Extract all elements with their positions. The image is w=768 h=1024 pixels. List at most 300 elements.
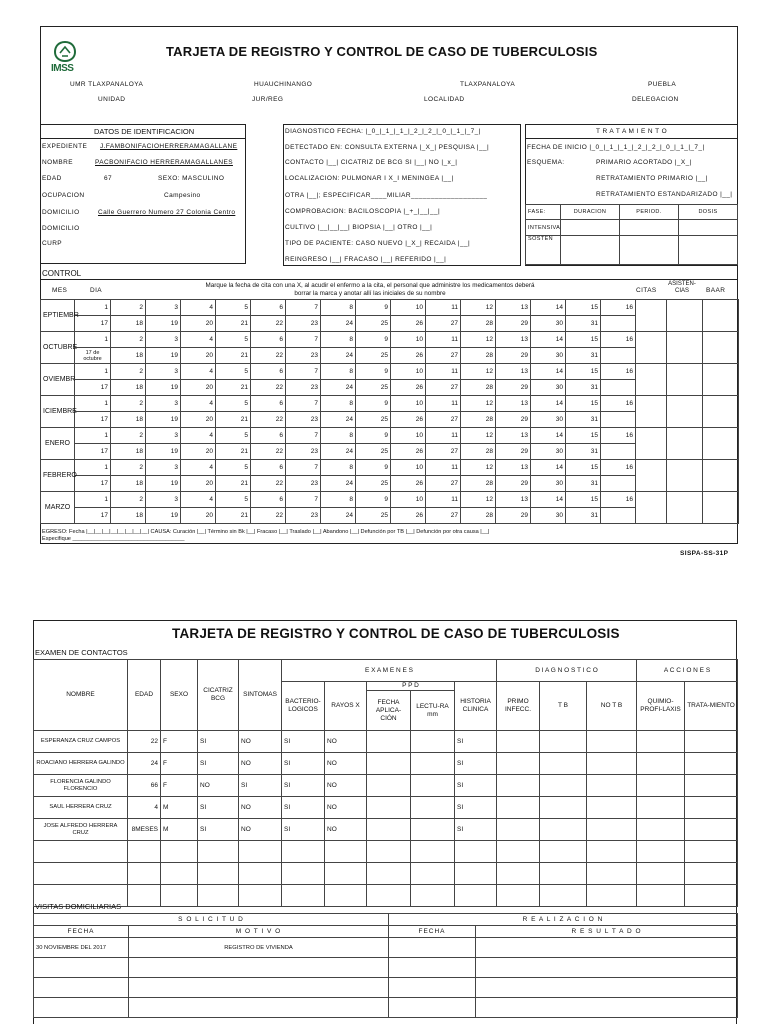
- baar-cell[interactable]: [703, 428, 739, 460]
- day-cell[interactable]: 15: [566, 460, 601, 476]
- day-cell[interactable]: 27: [426, 316, 461, 332]
- day-cell-blank[interactable]: [601, 508, 636, 524]
- day-cell[interactable]: 18: [111, 412, 146, 428]
- citas-cell[interactable]: [636, 332, 667, 364]
- contact-bacteriologicos: SI: [282, 753, 325, 775]
- day-cell[interactable]: 24: [321, 476, 356, 492]
- citas-cell[interactable]: [636, 300, 667, 332]
- month-label: ICIEMBRE: [41, 396, 75, 428]
- day-cell[interactable]: 12: [461, 396, 496, 412]
- day-cell[interactable]: 18: [111, 444, 146, 460]
- day-cell[interactable]: 21: [216, 316, 251, 332]
- day-cell[interactable]: 4: [181, 396, 216, 412]
- day-cell[interactable]: 5: [216, 332, 251, 348]
- day-cell[interactable]: 20: [181, 444, 216, 460]
- day-cell[interactable]: 1: [75, 428, 111, 444]
- baar-cell[interactable]: [703, 332, 739, 364]
- contact-sexo: F: [161, 753, 198, 775]
- day-cell[interactable]: 31: [566, 412, 601, 428]
- day-cell[interactable]: 24: [321, 508, 356, 524]
- day-cell[interactable]: 31: [566, 476, 601, 492]
- citas-cell[interactable]: [636, 428, 667, 460]
- solicitud-heading: S O L I C I T U D: [34, 914, 389, 926]
- day-cell[interactable]: 14: [531, 428, 566, 444]
- day-cell[interactable]: 7: [286, 460, 321, 476]
- day-cell[interactable]: 19: [146, 508, 181, 524]
- day-cell[interactable]: 29: [496, 316, 531, 332]
- day-cell[interactable]: 30: [531, 316, 566, 332]
- day-cell[interactable]: 15: [566, 396, 601, 412]
- day-cell[interactable]: 10: [391, 428, 426, 444]
- day-cell[interactable]: 28: [461, 444, 496, 460]
- curp-label: CURP: [42, 240, 63, 247]
- day-cell[interactable]: 19: [146, 444, 181, 460]
- day-cell[interactable]: 1: [75, 492, 111, 508]
- ocupacion-value: Campesino: [164, 192, 201, 199]
- day-cell[interactable]: 16: [601, 300, 636, 316]
- day-cell[interactable]: 1: [75, 396, 111, 412]
- day-cell[interactable]: 10: [391, 396, 426, 412]
- day-cell[interactable]: 16: [601, 460, 636, 476]
- day-cell[interactable]: 28: [461, 508, 496, 524]
- day-cell[interactable]: 13: [496, 460, 531, 476]
- day-cell[interactable]: 3: [146, 332, 181, 348]
- day-cell[interactable]: 28: [461, 380, 496, 396]
- day-cell[interactable]: 20: [181, 508, 216, 524]
- day-cell[interactable]: 22: [251, 316, 286, 332]
- day-cell[interactable]: 19: [146, 412, 181, 428]
- day-cell[interactable]: 3: [146, 428, 181, 444]
- day-cell[interactable]: 19: [146, 316, 181, 332]
- contact-bacteriologicos: SI: [282, 731, 325, 753]
- day-cell[interactable]: 4: [181, 492, 216, 508]
- day-cell[interactable]: 8: [321, 428, 356, 444]
- col-cicatriz: CICATRIZ BCG: [198, 660, 239, 731]
- day-cell[interactable]: 2: [111, 396, 146, 412]
- day-cell[interactable]: 1: [75, 332, 111, 348]
- day-cell[interactable]: 21: [216, 380, 251, 396]
- day-cell[interactable]: 15: [566, 428, 601, 444]
- day-cell[interactable]: 6: [251, 428, 286, 444]
- day-cell[interactable]: 14: [531, 492, 566, 508]
- day-cell[interactable]: 10: [391, 460, 426, 476]
- asistencias-cell[interactable]: [667, 492, 703, 524]
- citas-cell[interactable]: [636, 460, 667, 492]
- citas-cell[interactable]: [636, 396, 667, 428]
- day-cell[interactable]: 27: [426, 508, 461, 524]
- day-cell[interactable]: 11: [426, 492, 461, 508]
- day-cell[interactable]: 25: [356, 412, 391, 428]
- day-cell-blank[interactable]: [601, 476, 636, 492]
- asistencias-cell[interactable]: [667, 396, 703, 428]
- day-cell[interactable]: 4: [181, 428, 216, 444]
- day-cell[interactable]: 11: [426, 300, 461, 316]
- fase-sosten: SOSTEN: [526, 236, 561, 265]
- day-cell[interactable]: 26: [391, 348, 426, 364]
- day-cell[interactable]: 10: [391, 300, 426, 316]
- asistencias-cell[interactable]: [667, 460, 703, 492]
- day-cell[interactable]: 16: [601, 396, 636, 412]
- day-cell[interactable]: 29: [496, 476, 531, 492]
- col-tb: T B: [540, 682, 587, 731]
- day-cell-blank[interactable]: [601, 380, 636, 396]
- baar-cell[interactable]: [703, 460, 739, 492]
- citas-cell[interactable]: [636, 492, 667, 524]
- day-cell[interactable]: 6: [251, 332, 286, 348]
- contact-nombre: SAUL HERRERA CRUZ: [34, 797, 128, 819]
- col-rayos: RAYOS X: [325, 682, 367, 731]
- day-cell[interactable]: 31: [566, 316, 601, 332]
- day-cell[interactable]: 17: [75, 444, 111, 460]
- day-cell[interactable]: 1: [75, 300, 111, 316]
- day-cell[interactable]: 21: [216, 348, 251, 364]
- day-cell[interactable]: 26: [391, 380, 426, 396]
- day-cell[interactable]: 2: [111, 428, 146, 444]
- day-cell[interactable]: 30: [531, 444, 566, 460]
- day-cell[interactable]: 27: [426, 412, 461, 428]
- group-examenes: E X A M E N E S: [282, 660, 497, 682]
- day-cell-blank[interactable]: [601, 348, 636, 364]
- day-cell[interactable]: 24: [321, 412, 356, 428]
- day-cell[interactable]: 15: [566, 332, 601, 348]
- day-cell[interactable]: 14: [531, 364, 566, 380]
- day-cell[interactable]: 7: [286, 428, 321, 444]
- day-cell[interactable]: 2: [111, 492, 146, 508]
- day-cell[interactable]: 5: [216, 396, 251, 412]
- day-cell[interactable]: 31: [566, 348, 601, 364]
- day-cell[interactable]: 6: [251, 460, 286, 476]
- diag-line-7: CULTIVO |__|__|__| BIOPSIA |__| OTRO |__|: [285, 224, 433, 231]
- contact-sexo: M: [161, 819, 198, 841]
- day-cell[interactable]: 20: [181, 348, 216, 364]
- day-cell[interactable]: 21: [216, 444, 251, 460]
- day-cell[interactable]: 20: [181, 476, 216, 492]
- solicitud-motivo: M O T I V O: [129, 926, 389, 938]
- baar-cell[interactable]: [703, 364, 739, 396]
- day-cell[interactable]: 6: [251, 300, 286, 316]
- day-cell[interactable]: 27: [426, 380, 461, 396]
- day-cell[interactable]: 18: [111, 316, 146, 332]
- day-cell[interactable]: 13: [496, 300, 531, 316]
- day-cell[interactable]: 20: [181, 380, 216, 396]
- day-cell[interactable]: 26: [391, 444, 426, 460]
- edad-value: 67: [104, 175, 113, 182]
- day-cell[interactable]: 14: [531, 396, 566, 412]
- day-cell[interactable]: 7: [286, 300, 321, 316]
- contact-cicatriz: SI: [198, 753, 239, 775]
- day-cell[interactable]: 25: [356, 476, 391, 492]
- day-cell[interactable]: 22: [251, 444, 286, 460]
- asistencias-cell[interactable]: [667, 332, 703, 364]
- day-cell[interactable]: 9: [356, 332, 391, 348]
- day-cell[interactable]: 22: [251, 348, 286, 364]
- day-cell[interactable]: 17: [75, 316, 111, 332]
- day-cell[interactable]: 13: [496, 428, 531, 444]
- day-cell[interactable]: 18: [111, 508, 146, 524]
- header-localidad-label: LOCALIDAD: [424, 96, 465, 103]
- day-cell[interactable]: 21: [216, 412, 251, 428]
- day-cell[interactable]: 23: [286, 380, 321, 396]
- day-cell[interactable]: 25: [356, 380, 391, 396]
- day-cell[interactable]: 25: [356, 444, 391, 460]
- day-cell[interactable]: 13: [496, 332, 531, 348]
- day-cell[interactable]: 16: [601, 364, 636, 380]
- day-cell[interactable]: 29: [496, 508, 531, 524]
- day-cell[interactable]: 12: [461, 460, 496, 476]
- day-cell[interactable]: 21: [216, 476, 251, 492]
- day-cell[interactable]: 9: [356, 460, 391, 476]
- day-cell[interactable]: 26: [391, 476, 426, 492]
- contact-cicatriz: SI: [198, 731, 239, 753]
- trat-line-4: RETRATAMIENTO ESTANDARIZADO |__|: [596, 191, 733, 198]
- day-cell[interactable]: 19: [146, 348, 181, 364]
- day-cell[interactable]: 7: [286, 364, 321, 380]
- contact-nombre: ESPERANZA CRUZ CAMPOS: [34, 731, 128, 753]
- day-cell[interactable]: 30: [531, 380, 566, 396]
- day-cell[interactable]: 24: [321, 316, 356, 332]
- day-cell[interactable]: 5: [216, 492, 251, 508]
- day-cell[interactable]: 2: [111, 332, 146, 348]
- day-cell[interactable]: 7: [286, 396, 321, 412]
- period-col: PERIOD.: [620, 205, 679, 220]
- day-cell[interactable]: 7: [286, 332, 321, 348]
- day-cell[interactable]: 5: [216, 428, 251, 444]
- day-cell[interactable]: 30: [531, 508, 566, 524]
- day-cell[interactable]: 18: [111, 380, 146, 396]
- citas-cell[interactable]: [636, 364, 667, 396]
- day-cell[interactable]: 17: [75, 412, 111, 428]
- baar-cell[interactable]: [703, 396, 739, 428]
- contact-historia: SI: [455, 753, 497, 775]
- day-cell[interactable]: 28: [461, 476, 496, 492]
- day-cell[interactable]: 8: [321, 300, 356, 316]
- day-cell[interactable]: 5: [216, 460, 251, 476]
- contact-edad: 22: [128, 731, 161, 753]
- day-cell[interactable]: 9: [356, 396, 391, 412]
- day-cell-blank[interactable]: [601, 444, 636, 460]
- day-cell[interactable]: 13: [496, 492, 531, 508]
- day-cell-note[interactable]: 17 de octubre: [75, 348, 111, 364]
- day-cell[interactable]: 29: [496, 348, 531, 364]
- contact-row: [34, 731, 738, 753]
- day-cell[interactable]: 13: [496, 364, 531, 380]
- col-primo: PRIMO INFECC.: [497, 682, 540, 731]
- header-unidad-value: UMR TLAXPANALOYA: [70, 81, 144, 88]
- day-cell[interactable]: 11: [426, 364, 461, 380]
- day-cell[interactable]: 12: [461, 428, 496, 444]
- day-cell[interactable]: 14: [531, 460, 566, 476]
- day-cell[interactable]: 29: [496, 412, 531, 428]
- day-cell[interactable]: 16: [601, 492, 636, 508]
- day-cell[interactable]: 23: [286, 476, 321, 492]
- day-cell[interactable]: 4: [181, 364, 216, 380]
- month-label: ENERO: [41, 428, 75, 460]
- day-cell[interactable]: 16: [601, 428, 636, 444]
- control-instruction: Marque la fecha de cita con una X, al acudir el enfermo a la cita, el personal que administre los medicamentos deberá borrar la marca y anotar allí las iniciales de su nombre: [205, 282, 535, 297]
- day-cell[interactable]: 18: [111, 348, 146, 364]
- day-cell[interactable]: 9: [356, 492, 391, 508]
- month-label: FEBRERO: [41, 460, 75, 492]
- day-cell[interactable]: 27: [426, 348, 461, 364]
- contact-nombre: FLORENCIA GALINDO FLORENCIO: [34, 775, 128, 797]
- day-cell[interactable]: 31: [566, 508, 601, 524]
- day-cell-blank[interactable]: [601, 412, 636, 428]
- day-cell[interactable]: 10: [391, 492, 426, 508]
- day-cell[interactable]: 24: [321, 380, 356, 396]
- day-cell[interactable]: 17: [75, 508, 111, 524]
- baar-cell[interactable]: [703, 300, 739, 332]
- fase-table: [525, 204, 738, 265]
- day-cell[interactable]: 27: [426, 444, 461, 460]
- day-cell[interactable]: 10: [391, 332, 426, 348]
- day-cell[interactable]: 14: [531, 300, 566, 316]
- day-cell[interactable]: 3: [146, 460, 181, 476]
- contact-rayos: NO: [325, 753, 367, 775]
- page2-title: TARJETA DE REGISTRO Y CONTROL DE CASO DE TUBERCULOSIS: [172, 626, 620, 641]
- day-cell[interactable]: 1: [75, 460, 111, 476]
- col-nombre: NOMBRE: [34, 660, 128, 731]
- asistencias-label: ASISTEN- CIAS: [668, 281, 696, 294]
- day-cell[interactable]: 8: [321, 396, 356, 412]
- day-cell[interactable]: 4: [181, 300, 216, 316]
- mes-label: MES: [52, 287, 68, 294]
- day-cell[interactable]: 8: [321, 492, 356, 508]
- day-cell[interactable]: 12: [461, 492, 496, 508]
- header-unidad-label: UNIDAD: [98, 96, 126, 103]
- day-cell[interactable]: 5: [216, 364, 251, 380]
- day-cell[interactable]: 15: [566, 364, 601, 380]
- day-cell[interactable]: 21: [216, 508, 251, 524]
- day-cell[interactable]: 26: [391, 412, 426, 428]
- day-cell[interactable]: 23: [286, 444, 321, 460]
- day-cell[interactable]: 5: [216, 300, 251, 316]
- day-cell[interactable]: 20: [181, 412, 216, 428]
- contact-row: [34, 819, 738, 841]
- esquema-label: ESQUEMA:: [527, 159, 565, 166]
- day-cell[interactable]: 8: [321, 332, 356, 348]
- day-cell[interactable]: 31: [566, 444, 601, 460]
- visita-motivo: REGISTRO DE VIVIENDA: [129, 938, 389, 958]
- day-cell[interactable]: 10: [391, 364, 426, 380]
- day-cell[interactable]: 31: [566, 380, 601, 396]
- day-cell[interactable]: 28: [461, 316, 496, 332]
- day-cell[interactable]: 3: [146, 492, 181, 508]
- day-cell[interactable]: 24: [321, 444, 356, 460]
- asistencias-cell[interactable]: [667, 364, 703, 396]
- day-cell[interactable]: 9: [356, 364, 391, 380]
- contact-row-empty: [34, 863, 738, 885]
- day-cell[interactable]: 23: [286, 508, 321, 524]
- day-cell[interactable]: 17: [75, 476, 111, 492]
- day-cell[interactable]: 7: [286, 492, 321, 508]
- day-cell[interactable]: 25: [356, 316, 391, 332]
- domicilio-label: DOMICILIO: [42, 209, 80, 216]
- egreso-line: EGRESO: Fecha |__|__|__|__|__|__|__|__| CAUSA: Curación |__| Término sin Bk |__| Fracaso |__| Traslado |__| Abandono |__| Defunción por TB |__| Defunción por otra causa |__|: [42, 529, 490, 535]
- day-cell[interactable]: 15: [566, 492, 601, 508]
- day-cell[interactable]: 24: [321, 348, 356, 364]
- visitas-table: [33, 913, 738, 1018]
- day-cell[interactable]: 22: [251, 380, 286, 396]
- day-cell[interactable]: 15: [566, 300, 601, 316]
- day-cell[interactable]: 6: [251, 492, 286, 508]
- day-cell[interactable]: 4: [181, 332, 216, 348]
- fase-col: FASE:: [526, 205, 561, 220]
- day-cell[interactable]: 27: [426, 476, 461, 492]
- day-cell[interactable]: 19: [146, 476, 181, 492]
- day-cell[interactable]: 12: [461, 332, 496, 348]
- day-cell[interactable]: 20: [181, 316, 216, 332]
- day-cell[interactable]: 2: [111, 364, 146, 380]
- day-cell[interactable]: 6: [251, 396, 286, 412]
- day-cell[interactable]: 23: [286, 348, 321, 364]
- day-cell[interactable]: 8: [321, 364, 356, 380]
- day-cell[interactable]: 25: [356, 508, 391, 524]
- baar-cell[interactable]: [703, 492, 739, 524]
- day-cell[interactable]: 6: [251, 364, 286, 380]
- asistencias-cell[interactable]: [667, 428, 703, 460]
- day-cell[interactable]: 26: [391, 508, 426, 524]
- day-cell[interactable]: 29: [496, 380, 531, 396]
- day-cell[interactable]: 17: [75, 380, 111, 396]
- day-cell[interactable]: 19: [146, 380, 181, 396]
- day-cell[interactable]: 2: [111, 300, 146, 316]
- day-cell[interactable]: 9: [356, 428, 391, 444]
- day-cell[interactable]: 14: [531, 332, 566, 348]
- trat-line-3: RETRATAMIENTO PRIMARIO |__|: [596, 175, 708, 182]
- day-cell[interactable]: 25: [356, 348, 391, 364]
- day-cell[interactable]: 3: [146, 300, 181, 316]
- day-cell[interactable]: 22: [251, 412, 286, 428]
- day-cell[interactable]: 22: [251, 476, 286, 492]
- day-cell[interactable]: 11: [426, 332, 461, 348]
- domicilio2-label: DOMICILIO: [42, 225, 80, 232]
- baar-label: BAAR: [706, 287, 726, 294]
- day-cell[interactable]: 30: [531, 476, 566, 492]
- day-cell[interactable]: 26: [391, 316, 426, 332]
- day-cell[interactable]: 11: [426, 396, 461, 412]
- day-cell[interactable]: 3: [146, 364, 181, 380]
- day-cell[interactable]: 29: [496, 444, 531, 460]
- group-diagnostico: D I A G N O S T I C O: [497, 660, 637, 682]
- day-cell[interactable]: 23: [286, 316, 321, 332]
- contact-row: [34, 753, 738, 775]
- day-cell[interactable]: 28: [461, 348, 496, 364]
- day-cell[interactable]: 13: [496, 396, 531, 412]
- day-cell[interactable]: 30: [531, 348, 566, 364]
- day-cell[interactable]: 22: [251, 508, 286, 524]
- day-cell[interactable]: 2: [111, 460, 146, 476]
- day-cell[interactable]: 12: [461, 300, 496, 316]
- page1-title: TARJETA DE REGISTRO Y CONTROL DE CASO DE TUBERCULOSIS: [166, 44, 598, 59]
- solicitud-fecha: FECHA: [34, 926, 129, 938]
- day-cell[interactable]: 9: [356, 300, 391, 316]
- day-cell[interactable]: 28: [461, 412, 496, 428]
- day-cell[interactable]: 3: [146, 396, 181, 412]
- day-cell[interactable]: 1: [75, 364, 111, 380]
- day-cell[interactable]: 16: [601, 332, 636, 348]
- day-cell[interactable]: 18: [111, 476, 146, 492]
- day-cell[interactable]: 4: [181, 460, 216, 476]
- day-cell[interactable]: 30: [531, 412, 566, 428]
- day-cell-blank[interactable]: [601, 316, 636, 332]
- day-cell[interactable]: 23: [286, 412, 321, 428]
- day-cell[interactable]: 12: [461, 364, 496, 380]
- day-cell[interactable]: 8: [321, 460, 356, 476]
- day-cell[interactable]: 11: [426, 428, 461, 444]
- day-cell[interactable]: 11: [426, 460, 461, 476]
- asistencias-cell[interactable]: [667, 300, 703, 332]
- diag-line-9: REINGRESO |__| FRACASO |__| REFERIDO |__|: [285, 256, 447, 263]
